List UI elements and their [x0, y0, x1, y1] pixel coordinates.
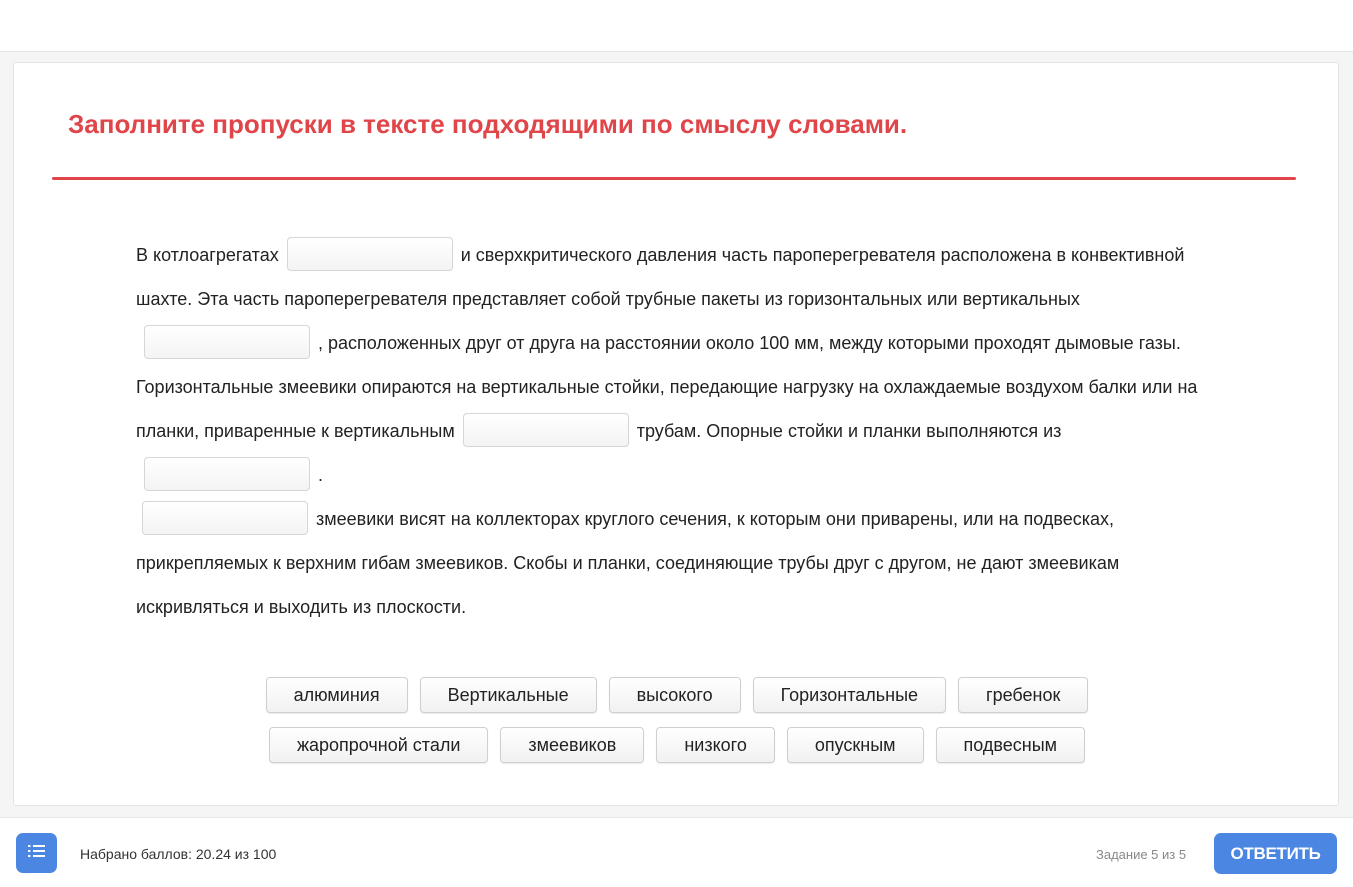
word-bank-row-2 [269, 727, 1085, 763]
task-title: Заполните пропуски в тексте подходящими по смыслу словами. [68, 109, 908, 139]
task-counter: Задание 5 из 5 [1096, 847, 1187, 862]
word-chip[interactable]: жаропрочной стали [269, 727, 488, 763]
gap-3-dropzone[interactable] [463, 413, 629, 447]
word-chip[interactable]: низкого [656, 727, 775, 763]
text-segment: В котлоагрегатах [136, 245, 279, 265]
word-chip[interactable]: опускным [787, 727, 924, 763]
task-text [136, 233, 1216, 629]
text-segment: и сверхкритического давления часть пароперегревателя расположена в конвективной шахте. Эта часть пароперегревателя представляет собой трубные пакеты из горизонтальных или вертикальных [136, 245, 1185, 309]
answer-button[interactable]: ОТВЕТИТЬ [1214, 833, 1337, 874]
bottom-bar [0, 817, 1353, 887]
word-chip[interactable]: подвесным [936, 727, 1086, 763]
word-chip[interactable]: Вертикальные [420, 677, 597, 713]
list-icon [28, 844, 46, 863]
task-list-button[interactable] [16, 833, 57, 873]
word-chip[interactable]: гребенок [958, 677, 1088, 713]
text-segment: змеевики висят на коллекторах круглого сечения, к которым они приварены, или на подвесках, прикрепляемых к верхним гибам змеевиков. Скобы и планки, соединяющие трубы друг с другом, не дают змеевикам искривляться и выходить из плоскости. [136, 509, 1120, 617]
task-card [13, 62, 1339, 806]
text-segment: . [318, 465, 324, 485]
word-bank [14, 677, 1340, 763]
word-chip[interactable]: Горизонтальные [753, 677, 946, 713]
word-chip[interactable]: высокого [609, 677, 741, 713]
title-divider [52, 177, 1296, 180]
word-chip[interactable]: змеевиков [500, 727, 644, 763]
score-text: Набрано баллов: 20.24 из 100 [80, 846, 277, 862]
word-bank-row-1 [266, 677, 1089, 713]
word-chip[interactable]: алюминия [266, 677, 408, 713]
text-segment: трубам. Опорные стойки и планки выполняются из [636, 421, 1062, 441]
gap-4-dropzone[interactable] [144, 457, 310, 491]
gap-5-dropzone[interactable] [142, 501, 308, 535]
top-bar [0, 0, 1353, 52]
gap-2-dropzone[interactable] [144, 325, 310, 359]
text-segment: , расположенных друг от друга на расстоянии около 100 мм, между которыми проходят дымовые газы. Горизонтальные змеевики опираются на вертикальные стойки, передающие нагрузку на охлаждаемые воздухом балки или на планки, приваренные к вертикальным [136, 333, 1198, 441]
gap-1-dropzone[interactable] [287, 237, 453, 271]
